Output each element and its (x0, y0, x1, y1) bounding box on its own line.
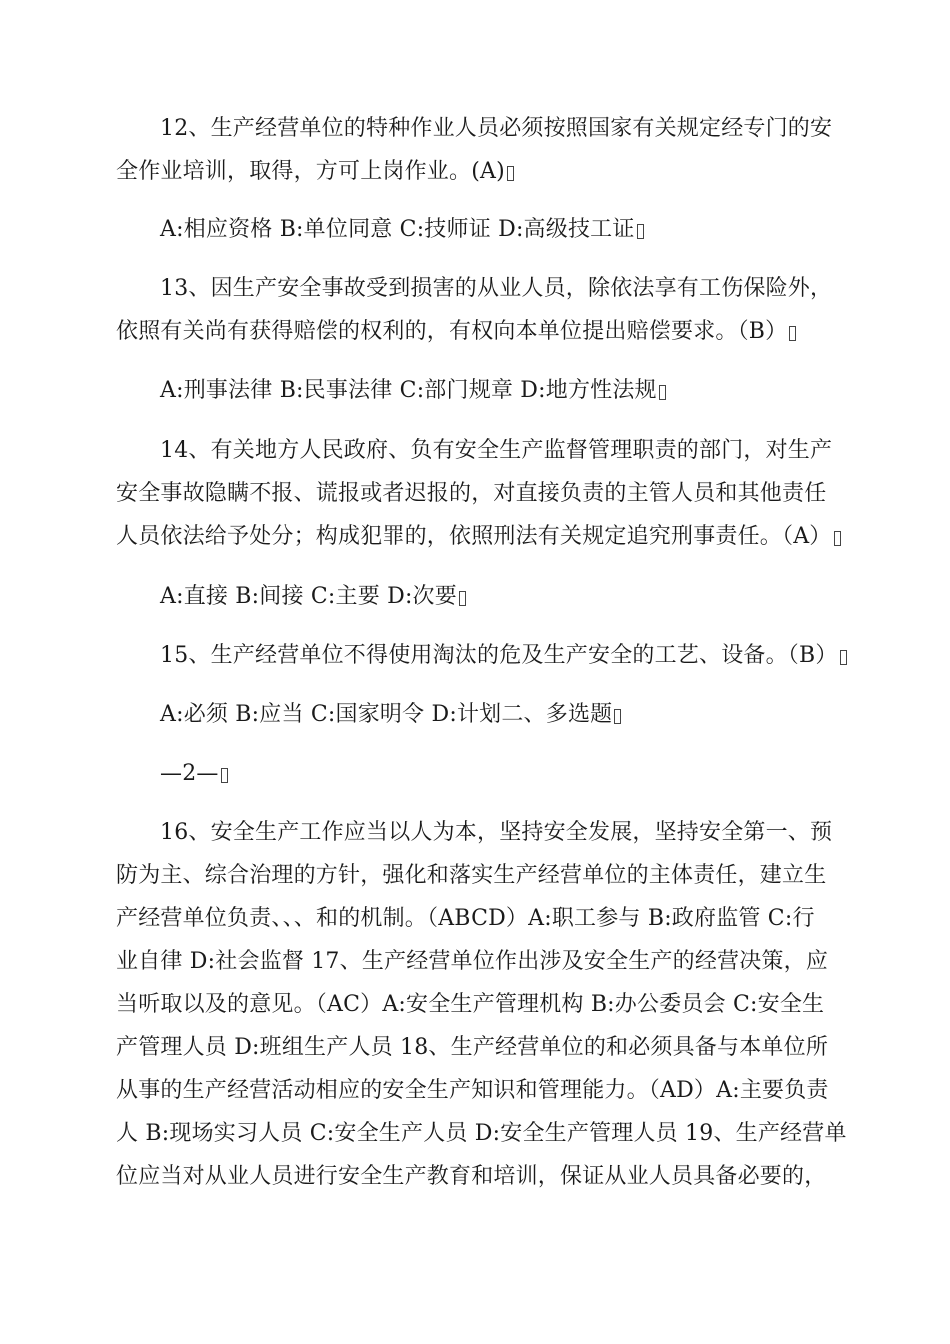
q14-options: A:直接 B:间接 C:主要 D:次要 (160, 582, 466, 612)
q15-options: A:必须 B:应当 C:国家明令 D:计划二、多选题 (160, 700, 621, 730)
paragraph-mark-icon (637, 224, 644, 239)
q16-line-2: 防为主、综合治理的方针，强化和落实生产经营单位的主体责任，建立生 (116, 863, 827, 888)
q16-line-1: 16、安全生产工作应当以人为本，坚持安全发展，坚持安全第一、预 (160, 820, 833, 845)
q16-line-4: 业自律 D:社会监督 17、生产经营单位作出涉及安全生产的经营决策，应 (116, 949, 829, 974)
q14-line-2: 安全事故隐瞒不报、谎报或者迟报的，对直接负责的主管人员和其他责任 (116, 481, 827, 506)
q19-line-1: 位应当对从业人员进行安全生产教育和培训，保证从业人员具备必要的， (116, 1164, 827, 1189)
paragraph-mark-icon (614, 709, 621, 724)
paragraph-mark-icon (659, 385, 666, 400)
q18-line-1: 从事的生产经营活动相应的安全生产知识和管理能力。（AD）A:主要负责 (116, 1078, 829, 1103)
q14-line-1: 14、有关地方人民政府、负有安全生产监督管理职责的部门，对生产 (160, 438, 833, 463)
q14-line-3: 人员依法给予处分；构成犯罪的，依照刑法有关规定追究刑事责任。（A） (116, 522, 841, 552)
q12-options: A:相应资格 B:单位同意 C:技师证 D:高级技工证 (160, 215, 644, 245)
q12-line-2: 全作业培训，取得，方可上岗作业。(A) (116, 157, 514, 187)
paragraph-mark-icon (221, 768, 228, 783)
q17-line-1: 当听取以及的意见。（AC）A:安全生产管理机构 B:办公委员会 C:安全生 (116, 992, 825, 1017)
q17-line-2: 产管理人员 D:班组生产人员 18、生产经营单位的和必须具备与本单位所 (116, 1035, 829, 1060)
paragraph-mark-icon (834, 531, 841, 546)
q13-line-2: 依照有关尚有获得赔偿的权利的，有权向本单位提出赔偿要求。（B） (116, 317, 796, 347)
paragraph-mark-icon (789, 326, 796, 341)
q13-line-1: 13、因生产安全事故受到损害的从业人员，除依法享有工伤保险外， (160, 276, 833, 301)
page-number: —2— (160, 759, 228, 789)
q16-line-3: 产经营单位负责、、、和的机制。（ABCD）A:职工参与 B:政府监管 C:行 (116, 906, 815, 931)
q18-line-2: 人 B:现场实习人员 C:安全生产人员 D:安全生产管理人员 19、生产经营单 (116, 1121, 847, 1146)
paragraph-mark-icon (459, 591, 466, 606)
paragraph-mark-icon (840, 650, 847, 665)
paragraph-mark-icon (507, 166, 514, 181)
q15-line-1: 15、生产经营单位不得使用淘汰的危及生产安全的工艺、设备。（B） (160, 641, 847, 671)
q13-options: A:刑事法律 B:民事法律 C:部门规章 D:地方性法规 (160, 376, 666, 406)
q12-line-1: 12、生产经营单位的特种作业人员必须按照国家有关规定经专门的安 (160, 116, 833, 141)
